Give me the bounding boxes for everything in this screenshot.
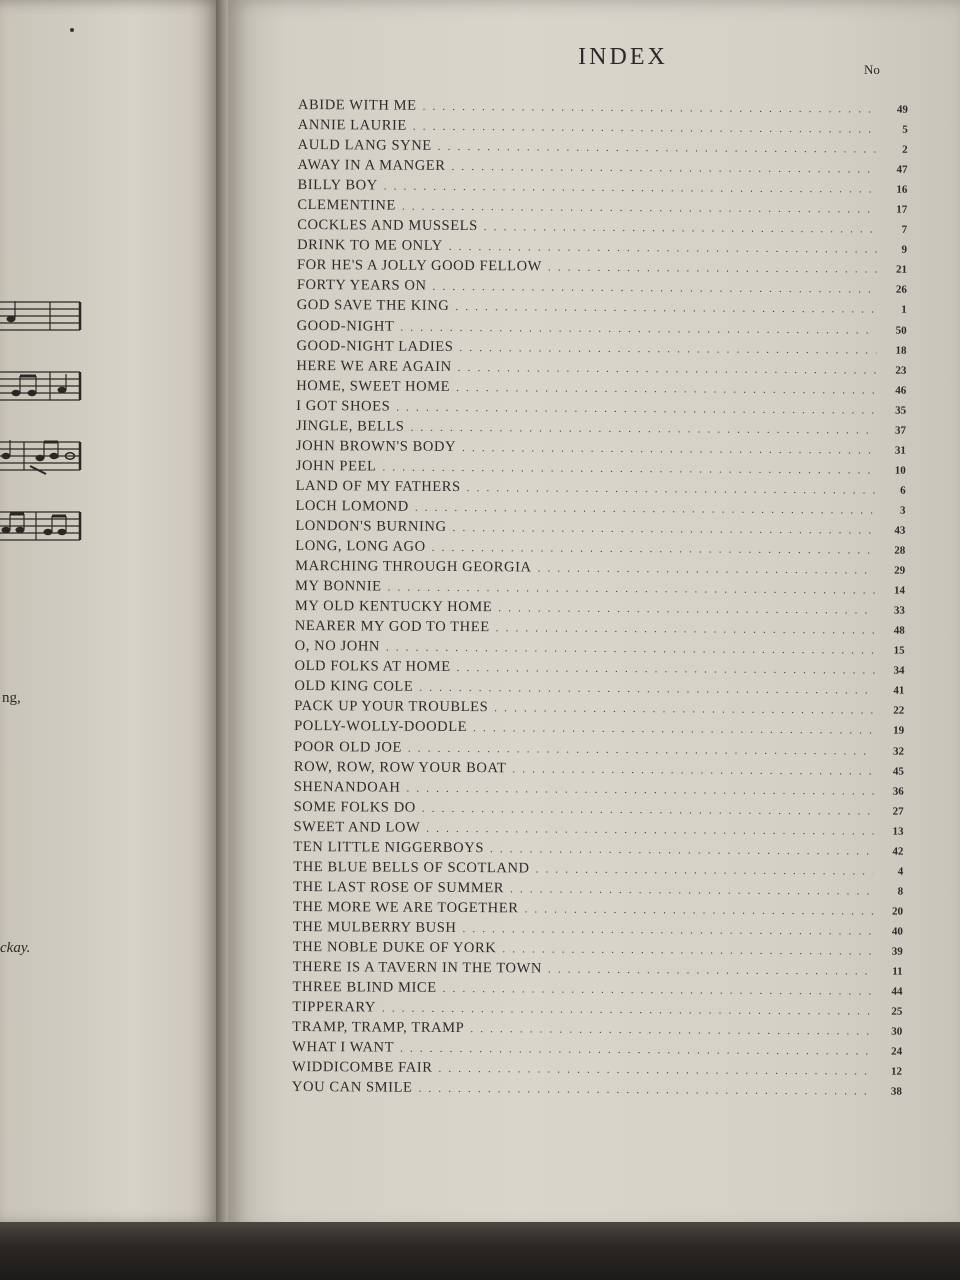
dot-leader [408,742,874,757]
dot-leader [451,161,877,176]
song-title: I GOT SHOES [296,397,391,415]
music-staff-fragment [0,436,84,476]
song-number: 23 [895,364,907,377]
song-number: 2 [902,143,908,156]
song-title: THE MORE WE ARE TOGETHER [293,898,519,917]
dot-leader [386,642,875,657]
song-title: MY OLD KENTUCKY HOME [294,598,493,616]
song-title: WIDDICOMBE FAIR [292,1059,433,1077]
song-number: 5 [902,123,908,136]
song-title: JOHN PEEL [295,457,377,475]
dot-leader [494,703,874,717]
song-title: AWAY IN A MANGER [297,157,446,175]
dot-leader [462,442,876,457]
song-number: 42 [892,845,904,858]
song-title: THE BLUE BELLS OF SCOTLAND [293,858,530,877]
song-number: 32 [892,745,905,758]
dot-leader [382,1003,873,1018]
dot-leader [498,602,875,616]
dot-leader [410,421,876,436]
song-title: THE NOBLE DUKE OF YORK [292,938,497,957]
song-number: 15 [893,644,905,657]
song-number: 38 [890,1085,902,1099]
song-number: 3 [899,504,906,517]
right-page [228,0,960,1232]
ink-speck [70,28,74,32]
song-title: BILLY BOY [297,177,378,194]
song-number: 37 [894,424,907,437]
dot-leader [438,1063,872,1078]
music-staff-fragment [0,296,84,336]
song-title: SWEET AND LOW [293,818,421,836]
song-title: CLEMENTINE [297,197,397,214]
dot-leader [524,903,873,917]
dot-leader [490,843,873,857]
dot-leader [418,1083,871,1098]
song-number: 8 [897,885,904,898]
song-title: GOD SAVE THE KING [296,297,450,315]
dot-leader [456,382,876,397]
song-number: 44 [891,985,903,998]
song-title: NEARER MY GOD TO THEE [294,618,490,636]
song-number: 34 [893,664,905,678]
dot-leader [419,682,874,697]
dot-leader [422,802,874,817]
song-number: 26 [895,284,907,297]
song-number: 29 [894,564,906,577]
dot-leader [467,482,876,496]
song-number: 9 [901,244,908,257]
lyric-fragment: ng, [2,690,21,706]
dot-leader [455,301,876,316]
song-title: ABIDE WITH ME [297,97,417,114]
dot-leader [388,582,875,597]
song-number: 18 [895,344,907,357]
song-title: SOME FOLKS DO [293,798,416,816]
dot-leader [423,101,878,116]
dot-leader [502,943,872,957]
dot-leader [484,221,877,235]
table-surface [0,1222,960,1280]
song-number: 11 [892,965,903,978]
song-title: JINGLE, BELLS [295,417,405,435]
dot-leader [457,662,875,677]
song-number: 20 [891,905,904,918]
song-number: 50 [895,324,907,337]
song-title: COCKLES AND MUSSELS [297,217,478,235]
dot-leader [400,321,876,336]
song-number: 10 [894,464,906,477]
song-number: 33 [893,604,905,617]
song-title: PACK UP YOUR TROUBLES [294,698,489,716]
song-number: 14 [893,584,906,597]
dot-leader [443,983,873,998]
dot-leader [470,1023,872,1037]
song-title: TEN LITTLE NIGGERBOYS [293,838,485,856]
song-title: YOU CAN SMILE [291,1079,413,1097]
song-title: THE MULBERRY BUSH [292,918,457,936]
music-staff-fragment [0,366,84,406]
song-number: 16 [896,183,908,196]
song-title: MY BONNIE [294,578,382,595]
song-title: JOHN BROWN'S BODY [295,437,457,455]
song-number: 45 [892,765,904,778]
dot-leader [432,542,876,557]
dot-leader [548,262,877,276]
dot-leader [426,822,873,837]
song-number: 40 [891,925,903,938]
dot-leader [473,723,874,737]
song-title: SHENANDOAH [293,778,401,796]
song-title: MARCHING THROUGH GEORGIA [295,558,532,576]
song-number: 31 [894,444,906,457]
dot-leader [459,342,876,357]
song-number: 21 [895,264,907,277]
dot-leader [449,241,877,256]
song-title: O, NO JOHN [294,638,381,655]
song-number: 7 [901,223,908,237]
song-number: 27 [892,805,904,818]
dot-leader [415,502,876,517]
dot-leader [453,522,876,537]
song-title: POLLY-WOLLY-DOODLE [294,718,468,736]
song-title: FOR HE'S A JOLLY GOOD FELLOW [296,257,543,275]
song-number: 24 [891,1045,903,1058]
page-title: INDEX [578,44,668,70]
music-staff-fragment [0,506,84,546]
song-title: ROW, ROW, ROW YOUR BOAT [293,758,507,776]
song-title: POOR OLD JOE [293,738,402,756]
song-number: 46 [895,384,907,397]
song-number: 35 [895,404,907,417]
dot-leader [413,121,878,136]
song-number: 6 [900,484,906,497]
song-number: 48 [893,624,905,637]
dot-leader [433,281,877,296]
song-number: 19 [893,725,905,738]
author-fragment: ckay. [0,940,31,956]
song-number: 1 [901,304,907,317]
dot-leader [396,401,876,416]
dot-leader [536,863,874,877]
song-number: 49 [896,103,908,116]
dot-leader [510,883,873,897]
left-page [0,0,222,1225]
song-title: OLD FOLKS AT HOME [294,658,451,676]
song-number: 28 [894,544,906,557]
song-number: 12 [891,1065,903,1078]
dot-leader [458,362,877,377]
dot-leader [512,763,874,777]
song-number: 30 [891,1025,903,1038]
song-title: HOME, SWEET HOME [296,377,451,395]
song-number: 25 [891,1005,903,1018]
song-title: TRAMP, TRAMP, TRAMP [292,1019,465,1037]
index-list [292,97,908,1103]
song-title: DRINK TO ME ONLY [297,237,443,255]
dot-leader [462,923,873,938]
song-number: 13 [892,825,904,838]
dot-leader [406,782,873,797]
song-number: 17 [896,203,908,216]
song-title: LAND OF MY FATHERS [295,477,461,495]
dot-leader [548,964,873,978]
dot-leader [382,461,875,476]
song-title: OLD KING COLE [294,678,414,696]
number-column-header: No [864,62,880,77]
song-title: FORTY YEARS ON [296,277,427,295]
song-title: LONDON'S BURNING [295,517,447,535]
index-entry [292,1079,902,1103]
song-title: THE LAST ROSE OF SUMMER [293,878,505,897]
song-number: 41 [893,685,905,698]
song-title: THREE BLIND MICE [292,979,437,996]
song-title: AULD LANG SYNE [297,137,432,154]
song-title: GOOD-NIGHT [296,317,395,335]
dot-leader [402,201,877,216]
song-title: TIPPERARY [292,999,377,1016]
song-title: WHAT I WANT [292,1039,395,1056]
song-number: 36 [892,785,904,798]
song-title: GOOD-NIGHT LADIES [296,337,454,355]
dot-leader [400,1043,872,1058]
dot-leader [438,141,878,156]
dot-leader [384,181,878,196]
song-title: LOCH LOMOND [295,497,409,515]
dot-leader [538,563,876,577]
song-number: 22 [893,705,905,718]
song-title: ANNIE LAURIE [297,117,407,134]
song-title: LONG, LONG AGO [295,538,426,555]
song-number: 4 [897,865,904,878]
song-title: THERE IS A TAVERN IN THE TOWN [292,958,543,977]
song-number: 39 [891,945,903,958]
dot-leader [496,622,875,636]
song-number: 47 [896,163,908,176]
song-title: HERE WE ARE AGAIN [296,357,452,375]
song-number: 43 [894,524,906,537]
